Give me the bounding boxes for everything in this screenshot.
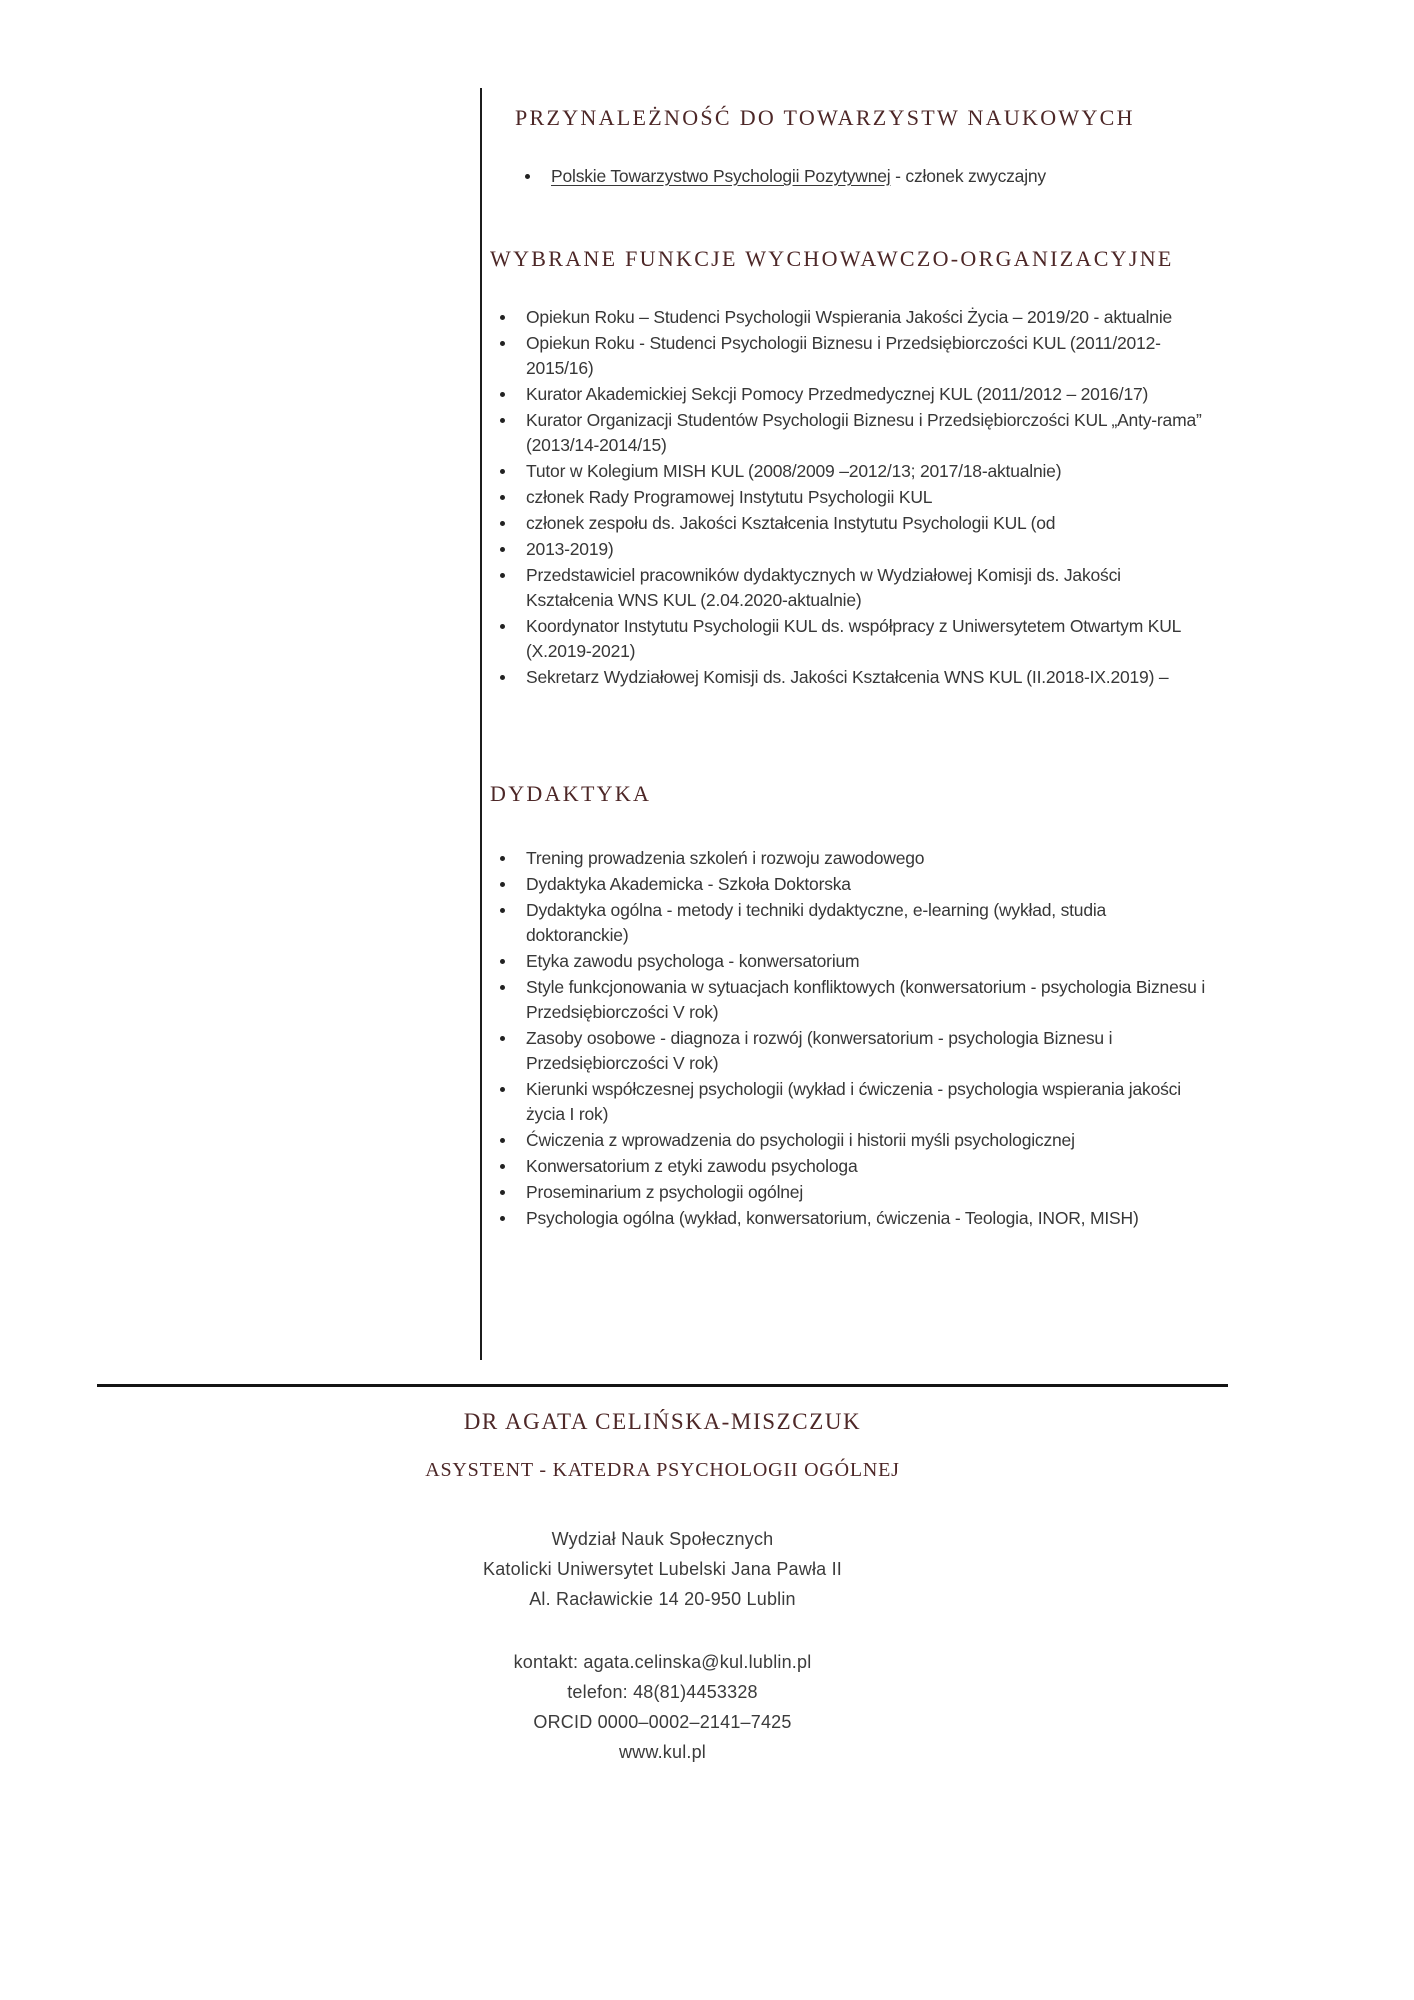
memberships-list (515, 164, 1235, 189)
list-item: Koordynator Instytutu Psychologii KUL ds. współpracy z Uniwersytetem Otwartym KUL (X.2019-2021) (490, 614, 1210, 664)
list-item: Opiekun Roku – Studenci Psychologii Wspierania Jakości Życia – 2019/20 - aktualnie (490, 305, 1210, 330)
contact-line: kontakt: agata.celinska@kul.lublin.pl (513, 1652, 812, 1672)
list-item: Konwersatorium z etyki zawodu psychologa (490, 1154, 1210, 1179)
list-item: Ćwiczenia z wprowadzenia do psychologii i historii myśli psychologicznej (490, 1128, 1210, 1153)
contact-line: telefon: 48(81)4453328 (567, 1682, 758, 1702)
list-item: członek Rady Programowej Instytutu Psychologii KUL (490, 485, 1210, 510)
cv-main-column (490, 104, 1335, 1232)
section-memberships (490, 104, 1335, 189)
section-title-didactics: DYDAKTYKA (490, 781, 652, 806)
membership-link[interactable]: Polskie Towarzystwo Psychologii Pozytywnej (551, 166, 891, 186)
section-didactics (490, 780, 1335, 1231)
column-divider (480, 88, 482, 1360)
list-item: Opiekun Roku - Studenci Psychologii Biznesu i Przedsiębiorczości KUL (2011/2012-2015/16) (490, 331, 1210, 381)
contact-line: www.kul.pl (618, 1742, 707, 1762)
person-role: ASYSTENT - KATEDRA PSYCHOLOGII OGÓLNEJ (425, 1459, 900, 1481)
functions-list (490, 305, 1210, 690)
didactics-list (490, 846, 1210, 1231)
list-item: Proseminarium z psychologii ogólnej (490, 1180, 1210, 1205)
list-item: Dydaktyka Akademicka - Szkoła Doktorska (490, 872, 1210, 897)
section-functions (490, 245, 1335, 690)
list-item: Tutor w Kolegium MISH KUL (2008/2009 –2012/13; 2017/18-aktualnie) (490, 459, 1210, 484)
list-item: Psychologia ogólna (wykład, konwersatorium, ćwiczenia - Teologia, INOR, MISH) (490, 1206, 1210, 1231)
address-line: Wydział Nauk Społecznych (551, 1529, 774, 1549)
list-item: Sekretarz Wydziałowej Komisji ds. Jakości Kształcenia WNS KUL (II.2018-IX.2019) – (490, 665, 1210, 690)
address-line: Katolicki Uniwersytet Lubelski Jana Pawła II (483, 1559, 842, 1579)
list-item: Kierunki współczesnej psychologii (wykład i ćwiczenia - psychologia wspierania jakości życia I rok) (490, 1077, 1210, 1127)
section-title-functions: WYBRANE FUNKCJE WYCHOWAWCZO-ORGANIZACYJNE (490, 246, 1174, 271)
list-item: Zasoby osobowe - diagnoza i rozwój (konwersatorium - psychologia Biznesu i Przedsiębiorczości V rok) (490, 1026, 1210, 1076)
list-item: Kurator Organizacji Studentów Psychologii Biznesu i Przedsiębiorczości KUL „Anty-rama” (2013/14-2014/15) (490, 408, 1210, 458)
list-item: 2013-2019) (490, 537, 1210, 562)
list-item: Przedstawiciel pracowników dydaktycznych w Wydziałowej Komisji ds. Jakości Kształcenia WNS KUL (2.04.2020-aktualnie) (490, 563, 1210, 613)
footer-divider (97, 1384, 1228, 1387)
footer (97, 1408, 1228, 1767)
list-item: członek zespołu ds. Jakości Kształcenia Instytutu Psychologii KUL (od (490, 511, 1210, 536)
address-line: Al. Racławickie 14 20-950 Lublin (529, 1589, 796, 1609)
contact-line: ORCID 0000–0002–2141–7425 (533, 1712, 792, 1732)
list-item: Dydaktyka ogólna - metody i techniki dydaktyczne, e-learning (wykład, studia doktoranckie) (490, 898, 1210, 948)
person-name: DR AGATA CELIŃSKA-MISZCZUK (463, 1409, 862, 1434)
contact-block (97, 1647, 1228, 1767)
address-block (97, 1524, 1228, 1614)
list-item: Etyka zawodu psychologa - konwersatorium (490, 949, 1210, 974)
list-item: Style funkcjonowania w sytuacjach konfliktowych (konwersatorium - psychologia Biznesu i Przedsiębiorczości V rok) (490, 975, 1210, 1025)
list-item: Kurator Akademickiej Sekcji Pomocy Przedmedycznej KUL (2011/2012 – 2016/17) (490, 382, 1210, 407)
list-item: Polskie Towarzystwo Psychologii Pozytywnej - członek zwyczajny (515, 164, 1235, 189)
list-item: Trening prowadzenia szkoleń i rozwoju zawodowego (490, 846, 1210, 871)
section-title-memberships: PRZYNALEŻNOŚĆ DO TOWARZYSTW NAUKOWYCH (515, 105, 1135, 130)
